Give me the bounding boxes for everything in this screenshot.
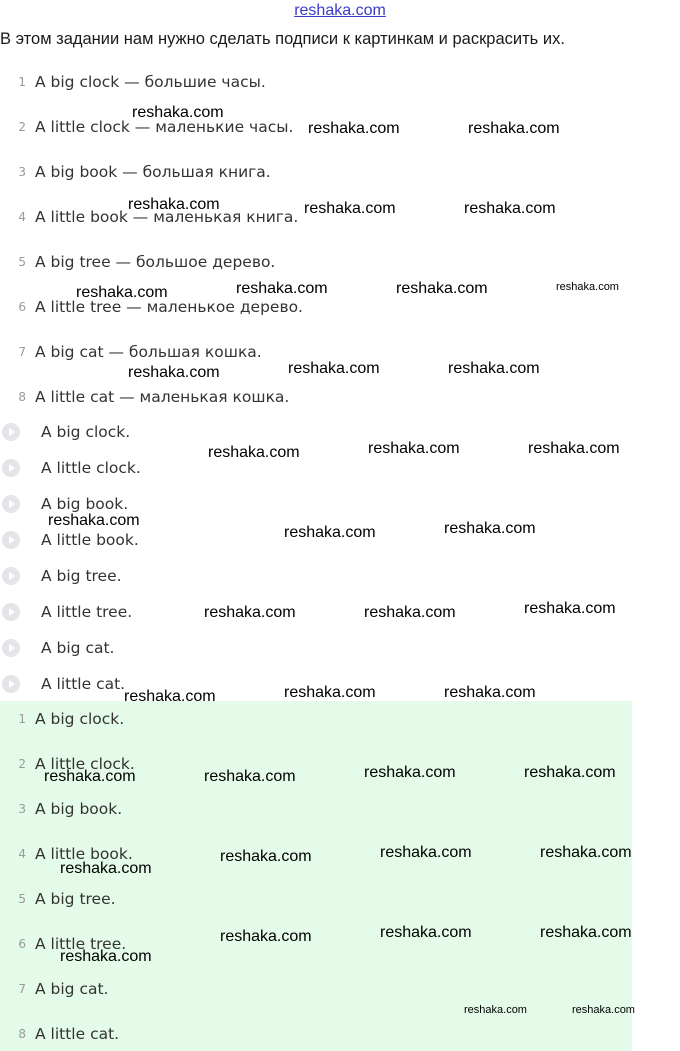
list-item xyxy=(0,70,266,94)
watermark: reshaka.com xyxy=(60,948,152,965)
watermark: reshaka.com xyxy=(204,768,296,785)
item-number: 1 xyxy=(18,712,26,726)
watermark: reshaka.com xyxy=(540,924,632,941)
item-text: A little cat — маленькая кошка. xyxy=(35,388,290,406)
watermark: reshaka.com xyxy=(220,928,312,945)
item-text: A big tree. xyxy=(35,890,116,908)
audio-item-text: A little clock. xyxy=(41,459,141,477)
watermark: reshaka.com xyxy=(76,284,168,301)
watermark: reshaka.com xyxy=(128,364,220,381)
watermark: reshaka.com xyxy=(220,848,312,865)
watermark: reshaka.com xyxy=(528,440,620,457)
play-icon[interactable] xyxy=(2,423,20,441)
list-item xyxy=(0,1022,119,1046)
watermark: reshaka.com xyxy=(124,688,216,705)
watermark: reshaka.com xyxy=(380,844,472,861)
item-text: A little tree — маленькое дерево. xyxy=(35,298,303,316)
watermark: reshaka.com xyxy=(204,604,296,621)
play-icon[interactable] xyxy=(2,531,20,549)
item-text: A big cat. xyxy=(35,980,109,998)
item-number: 3 xyxy=(18,802,26,816)
item-number: 5 xyxy=(18,892,26,906)
watermark: reshaka.com xyxy=(284,524,376,541)
item-number: 4 xyxy=(18,210,26,224)
audio-item xyxy=(0,420,130,444)
list-item xyxy=(0,887,116,911)
audio-item-text: A big cat. xyxy=(41,639,115,657)
item-number: 8 xyxy=(18,390,26,404)
item-text: A big tree — большое дерево. xyxy=(35,253,276,271)
audio-item xyxy=(0,456,141,480)
play-icon[interactable] xyxy=(2,567,20,585)
item-text: A little tree. xyxy=(35,935,127,953)
list-item xyxy=(0,340,262,364)
watermark: reshaka.com xyxy=(60,860,152,877)
play-icon[interactable] xyxy=(2,495,20,513)
watermark: reshaka.com xyxy=(304,200,396,217)
watermark: reshaka.com xyxy=(572,1004,635,1016)
watermark: reshaka.com xyxy=(448,360,540,377)
item-number: 1 xyxy=(18,75,26,89)
play-icon[interactable] xyxy=(2,639,20,657)
watermark: reshaka.com xyxy=(444,684,536,701)
watermark: reshaka.com xyxy=(556,281,619,293)
item-number: 2 xyxy=(18,757,26,771)
intro-text: В этом задании нам нужно сделать подписи к картинкам и раскрасить их. xyxy=(0,30,565,48)
audio-item-text: A little book. xyxy=(41,531,139,549)
item-text: A little book. xyxy=(35,845,133,863)
watermark: reshaka.com xyxy=(468,120,560,137)
watermark: reshaka.com xyxy=(524,600,616,617)
audio-item-text: A big tree. xyxy=(41,567,122,585)
item-number: 4 xyxy=(18,847,26,861)
audio-item xyxy=(0,636,114,660)
watermark: reshaka.com xyxy=(44,768,136,785)
audio-item-text: A big clock. xyxy=(41,423,131,441)
item-text: A big cat — большая кошка. xyxy=(35,343,262,361)
audio-item-text: A little cat. xyxy=(41,675,126,693)
item-text: A big book — большая книга. xyxy=(35,163,271,181)
play-icon[interactable] xyxy=(2,603,20,621)
item-text: A big clock — большие часы. xyxy=(35,73,266,91)
watermark: reshaka.com xyxy=(368,440,460,457)
watermark: reshaka.com xyxy=(236,280,328,297)
watermark: reshaka.com xyxy=(464,1004,527,1016)
watermark: reshaka.com xyxy=(364,764,456,781)
watermark: reshaka.com xyxy=(284,684,376,701)
watermark: reshaka.com xyxy=(396,280,488,297)
watermark: reshaka.com xyxy=(48,512,140,529)
watermark: reshaka.com xyxy=(364,604,456,621)
audio-item xyxy=(0,528,139,552)
watermark: reshaka.com xyxy=(132,104,224,121)
watermark: reshaka.com xyxy=(380,924,472,941)
item-text: A big clock. xyxy=(35,710,125,728)
play-icon[interactable] xyxy=(2,675,20,693)
item-text: A big book. xyxy=(35,800,123,818)
item-text: A little clock. xyxy=(35,755,135,773)
item-number: 6 xyxy=(18,937,26,951)
header-site-link[interactable]: reshaka.com xyxy=(294,2,386,19)
watermark: reshaka.com xyxy=(524,764,616,781)
watermark: reshaka.com xyxy=(308,120,400,137)
item-text: A little book — маленькая книга. xyxy=(35,208,299,226)
watermark: reshaka.com xyxy=(208,444,300,461)
item-number: 7 xyxy=(18,345,26,359)
item-text: A little cat. xyxy=(35,1025,120,1043)
item-number: 6 xyxy=(18,300,26,314)
list-item xyxy=(0,160,271,184)
audio-item xyxy=(0,600,132,624)
watermark: reshaka.com xyxy=(444,520,536,537)
list-item xyxy=(0,250,275,274)
item-number: 7 xyxy=(18,982,26,996)
list-item xyxy=(0,385,289,409)
audio-item xyxy=(0,672,125,696)
audio-item-text: A little tree. xyxy=(41,603,133,621)
item-number: 5 xyxy=(18,255,26,269)
audio-item xyxy=(0,564,122,588)
item-text: A little clock — маленькие часы. xyxy=(35,118,294,136)
item-number: 8 xyxy=(18,1027,26,1041)
watermark: reshaka.com xyxy=(128,196,220,213)
item-number: 3 xyxy=(18,165,26,179)
watermark: reshaka.com xyxy=(288,360,380,377)
watermark: reshaka.com xyxy=(540,844,632,861)
list-item xyxy=(0,977,108,1001)
audio-item-text: A big book. xyxy=(41,495,129,513)
list-item xyxy=(0,707,124,731)
play-icon[interactable] xyxy=(2,459,20,477)
item-number: 2 xyxy=(18,120,26,134)
watermark: reshaka.com xyxy=(464,200,556,217)
list-item xyxy=(0,797,122,821)
